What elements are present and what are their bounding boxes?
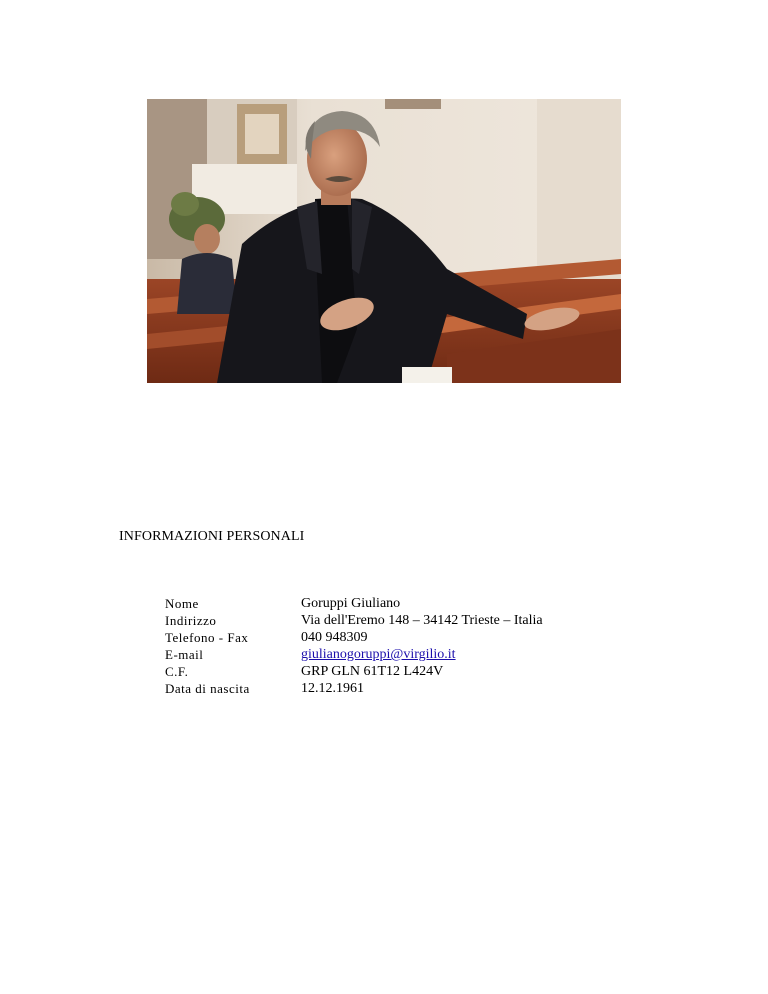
info-value: GRP GLN 61T12 L424V <box>301 664 444 679</box>
info-label: Nome <box>165 596 199 611</box>
conductor-photo <box>147 99 621 383</box>
email-link[interactable]: giulianogoruppi@virgilio.it <box>301 647 456 662</box>
info-row-email <box>165 646 543 663</box>
personal-info-table <box>165 595 543 697</box>
info-value: Via dell'Eremo 148 – 34142 Trieste – Italia <box>301 613 543 628</box>
info-row-name <box>165 595 543 612</box>
info-label: Telefono - Fax <box>165 630 249 645</box>
section-title: INFORMAZIONI PERSONALI <box>119 529 305 544</box>
info-row-address <box>165 612 543 629</box>
info-row-birth-date <box>165 680 543 697</box>
info-value: 040 948309 <box>301 630 368 645</box>
info-row-tax-code <box>165 663 543 680</box>
info-label: Data di nascita <box>165 681 250 696</box>
info-value <box>301 646 543 663</box>
info-label: Indirizzo <box>165 613 217 628</box>
info-value: Goruppi Giuliano <box>301 596 401 611</box>
info-label: C.F. <box>165 664 189 679</box>
info-value: 12.12.1961 <box>301 681 364 696</box>
info-row-phone-fax <box>165 629 543 646</box>
info-label: E-mail <box>165 647 204 662</box>
